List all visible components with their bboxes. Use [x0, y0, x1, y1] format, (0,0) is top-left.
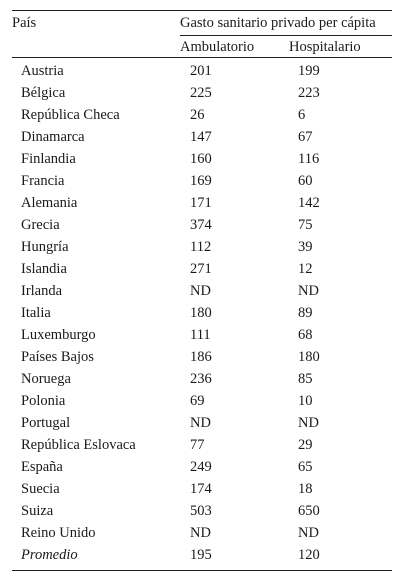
table-body: [12, 60, 392, 566]
cell-outpatient: ND: [190, 283, 211, 299]
table-row: [12, 148, 392, 170]
table-row: [12, 302, 392, 324]
cell-inpatient: 65: [298, 459, 313, 475]
table-row: [12, 434, 392, 456]
cell-country: Luxemburgo: [21, 327, 96, 343]
cell-outpatient: 77: [190, 437, 205, 453]
header-group-rule: [180, 35, 392, 36]
header-group-private-spending: Gasto sanitario privado per cápita: [180, 15, 376, 31]
table-row: [12, 214, 392, 236]
header-country: País: [12, 15, 37, 31]
cell-outpatient: 201: [190, 63, 212, 79]
cell-inpatient: 18: [298, 481, 313, 497]
cell-outpatient: 186: [190, 349, 212, 365]
cell-country: República Eslovaca: [21, 437, 136, 453]
cell-outpatient: 225: [190, 85, 212, 101]
table-row: [12, 522, 392, 544]
cell-country: Irlanda: [21, 283, 63, 299]
table-row: [12, 412, 392, 434]
cell-country: Francia: [21, 173, 65, 189]
cell-country: Alemania: [21, 195, 78, 211]
cell-outpatient: 174: [190, 481, 212, 497]
cell-inpatient: 29: [298, 437, 313, 453]
table-bottom-rule: [12, 570, 392, 571]
cell-country: República Checa: [21, 107, 120, 123]
table-row: [12, 456, 392, 478]
cell-inpatient: 6: [298, 107, 306, 123]
cell-outpatient: 171: [190, 195, 212, 211]
cell-inpatient: 120: [298, 547, 320, 563]
cell-outpatient: 112: [190, 239, 212, 255]
cell-country: Austria: [21, 63, 64, 79]
cell-country: Promedio: [21, 547, 78, 563]
cell-outpatient: 236: [190, 371, 212, 387]
cell-inpatient: 180: [298, 349, 320, 365]
cell-outpatient: 169: [190, 173, 212, 189]
table-row: [12, 500, 392, 522]
table-row: [12, 126, 392, 148]
table-row: [12, 104, 392, 126]
table-row: [12, 280, 392, 302]
cell-outpatient: 69: [190, 393, 205, 409]
cell-country: Bélgica: [21, 85, 66, 101]
header-outpatient: Ambulatorio: [180, 39, 255, 55]
header-bottom-rule: [12, 57, 392, 58]
cell-inpatient: 67: [298, 129, 313, 145]
cell-outpatient: ND: [190, 525, 211, 541]
cell-country: Portugal: [21, 415, 71, 431]
cell-country: Suecia: [21, 481, 60, 497]
cell-outpatient: 195: [190, 547, 212, 563]
cell-country: Islandia: [21, 261, 67, 277]
table-row-average: [12, 544, 392, 566]
cell-outpatient: 147: [190, 129, 212, 145]
cell-outpatient: 374: [190, 217, 212, 233]
cell-outpatient: 271: [190, 261, 212, 277]
cell-inpatient: 199: [298, 63, 320, 79]
cell-inpatient: 10: [298, 393, 313, 409]
cell-country: Reino Unido: [21, 525, 96, 541]
cell-inpatient: 223: [298, 85, 320, 101]
cell-inpatient: ND: [298, 525, 319, 541]
cell-outpatient: 249: [190, 459, 212, 475]
cell-country: Noruega: [21, 371, 71, 387]
cell-inpatient: 142: [298, 195, 320, 211]
cell-country: Dinamarca: [21, 129, 85, 145]
cell-inpatient: 650: [298, 503, 320, 519]
cell-country: Países Bajos: [21, 349, 94, 365]
cell-inpatient: 39: [298, 239, 313, 255]
cell-inpatient: 75: [298, 217, 313, 233]
cell-inpatient: 116: [298, 151, 320, 167]
table-row: [12, 346, 392, 368]
cell-country: Italia: [21, 305, 51, 321]
cell-country: Finlandia: [21, 151, 76, 167]
table-row: [12, 478, 392, 500]
table-row: [12, 60, 392, 82]
table-row: [12, 324, 392, 346]
cell-inpatient: 60: [298, 173, 313, 189]
cell-outpatient: 180: [190, 305, 212, 321]
cell-country: España: [21, 459, 63, 475]
table-row: [12, 236, 392, 258]
cell-country: Hungría: [21, 239, 69, 255]
cell-inpatient: 89: [298, 305, 313, 321]
table-row: [12, 368, 392, 390]
cell-country: Suiza: [21, 503, 54, 519]
table-row: [12, 192, 392, 214]
cell-inpatient: 68: [298, 327, 313, 343]
cell-country: Grecia: [21, 217, 60, 233]
table-top-rule: [12, 10, 392, 11]
cell-outpatient: 503: [190, 503, 212, 519]
table-row: [12, 170, 392, 192]
cell-outpatient: 111: [190, 327, 211, 343]
table-row: [12, 390, 392, 412]
header-inpatient: Hospitalario: [289, 39, 361, 55]
cell-inpatient: ND: [298, 415, 319, 431]
cell-country: Polonia: [21, 393, 66, 409]
cell-outpatient: 160: [190, 151, 212, 167]
cell-inpatient: 85: [298, 371, 313, 387]
table-row: [12, 82, 392, 104]
table-row: [12, 258, 392, 280]
cell-outpatient: 26: [190, 107, 205, 123]
cell-inpatient: 12: [298, 261, 313, 277]
cell-inpatient: ND: [298, 283, 319, 299]
cell-outpatient: ND: [190, 415, 211, 431]
